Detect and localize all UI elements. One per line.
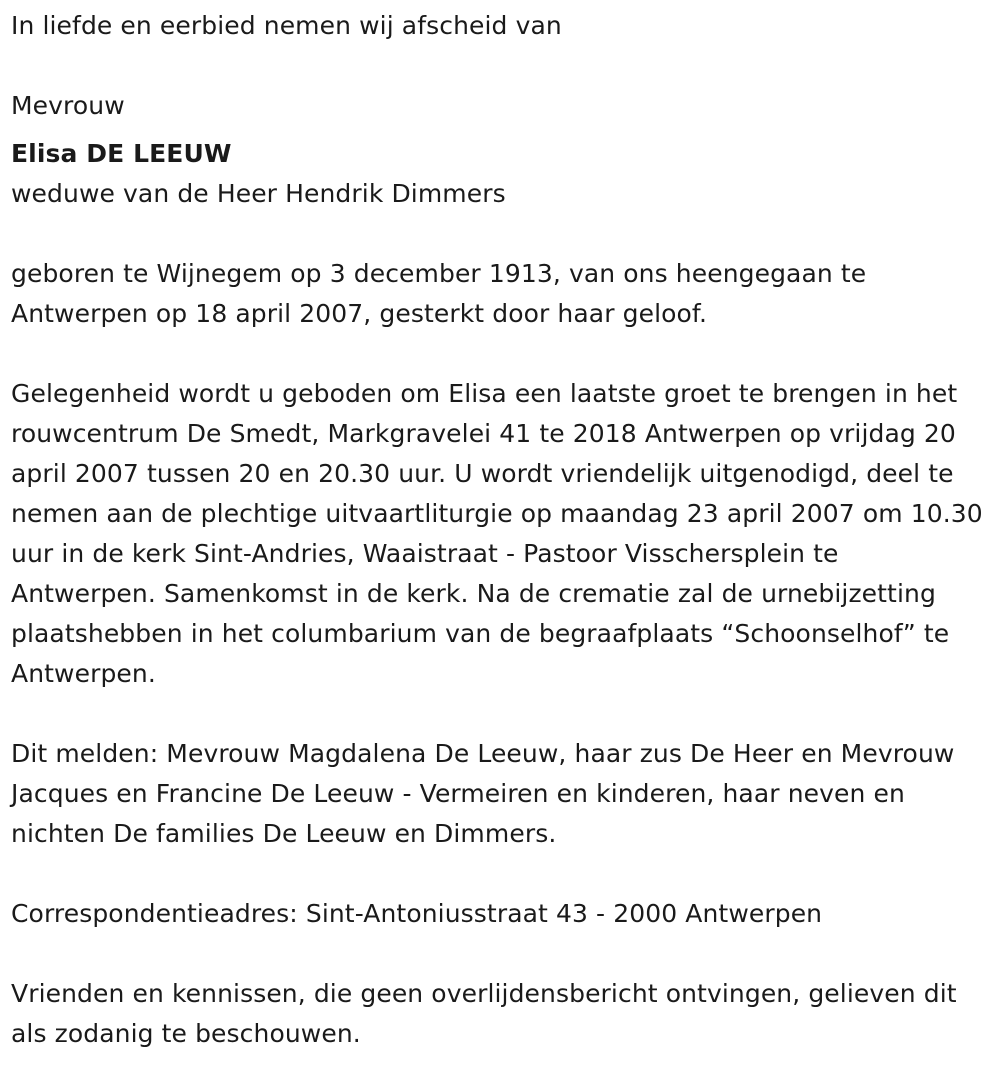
spacer xyxy=(11,854,991,894)
spacer xyxy=(11,214,991,254)
announced-by-paragraph: Dit melden: Mevrouw Magdalena De Leeuw, haar zus De Heer en Mevrouw Jacques en Francine De Leeuw - Vermeiren en kinderen, haar neven en nichten De families De Leeuw en Dimmers. xyxy=(11,739,955,848)
spacer xyxy=(11,694,991,734)
farewell-paragraph: Gelegenheid wordt u geboden om Elisa een laatste groet te brengen in het rouwcentrum De Smedt, Markgravelei 41 te 2018 Antwerpen op vrijdag 20 april 2007 tussen 20 en 20.30 uur. U wordt vriendelijk uitgenodigd, deel te nemen aan de plechtige uitvaartliturgie op maandag 23 april 2007 om 10.30 uur in de kerk Sint-Andries, Waaistraat - Pastoor Visschersplein te Antwerpen. Samenkomst in de kerk. Na de crematie zal de urnebijzetting plaatshebben in het columbarium van de begraafplaats “Schoonselhof” te Antwerpen. xyxy=(11,379,983,688)
deceased-name: Elisa DE LEEUW xyxy=(11,139,232,168)
intro-line: In liefde en eerbied nemen wij afscheid van xyxy=(11,11,562,40)
spacer xyxy=(11,46,991,86)
salutation: Mevrouw xyxy=(11,91,125,120)
closing-paragraph: Vrienden en kennissen, die geen overlijdensbericht ontvingen, gelieven dit als zodanig te beschouwen. xyxy=(11,979,957,1048)
obituary-notice xyxy=(11,6,991,1054)
spacer xyxy=(11,934,991,974)
birth-death-paragraph: geboren te Wijnegem op 3 december 1913, van ons heengegaan te Antwerpen op 18 april 2007, gesterkt door haar geloof. xyxy=(11,259,867,328)
spacer xyxy=(11,334,991,374)
correspondence-address: Correspondentieadres: Sint-Antoniusstraat 43 - 2000 Antwerpen xyxy=(11,899,823,928)
relation-line: weduwe van de Heer Hendrik Dimmers xyxy=(11,179,506,208)
